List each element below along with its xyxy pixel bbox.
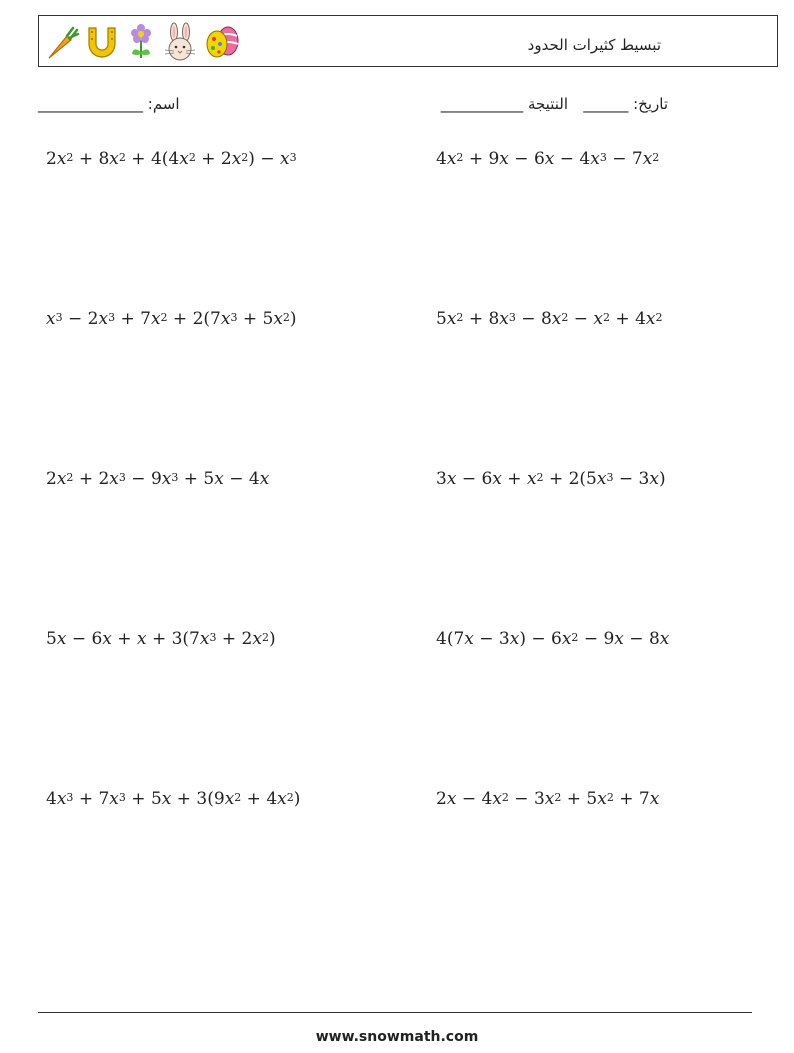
- bunny-icon: [159, 22, 201, 62]
- footer-url: www.snowmath.com: [315, 1029, 479, 1045]
- problem-2: $4x^2 + 9x - 6x - 4x^3 - 7x^2$: [436, 149, 660, 169]
- problem-1: $2x^2 + 8x^2 + 4(4x^2 + 2x^2) - x^3$: [46, 149, 297, 169]
- problem-3: $x^3 - 2x^3 + 7x^2 + 2(7x^3 + 5x^2)$: [46, 309, 297, 329]
- footer-divider: [38, 1012, 752, 1013]
- problem-9: $4x^3 + 7x^3 + 5x + 3(9x^2 + 4x^2)$: [46, 789, 301, 809]
- date-field: تاريخ: ______: [583, 95, 668, 113]
- problem-6: $3x - 6x + x^2 + 2(5x^3 - 3x)$: [436, 469, 666, 489]
- score-field: النتيجة ___________: [440, 95, 568, 113]
- page-title: تبسيط كثيرات الحدود: [527, 36, 661, 54]
- name-field: اسم: ______________: [38, 95, 180, 113]
- problem-4: $5x^2 + 8x^3 - 8x^2 - x^2 + 4x^2$: [436, 309, 663, 329]
- header-box: [38, 15, 778, 67]
- easter-eggs-icon: [201, 22, 243, 62]
- problem-10: $2x - 4x^2 - 3x^2 + 5x^2 + 7x$: [436, 789, 660, 809]
- flower-icon: [123, 22, 159, 62]
- carrot-icon: [43, 22, 81, 62]
- problem-7: $5x - 6x + x + 3(7x^3 + 2x^2)$: [46, 629, 276, 649]
- problem-5: $2x^2 + 2x^3 - 9x^3 + 5x - 4x$: [46, 469, 270, 489]
- header-icons: [43, 21, 243, 63]
- horseshoe-icon: [81, 22, 123, 62]
- problem-8: $4(7x - 3x) - 6x^2 - 9x - 8x$: [436, 629, 670, 649]
